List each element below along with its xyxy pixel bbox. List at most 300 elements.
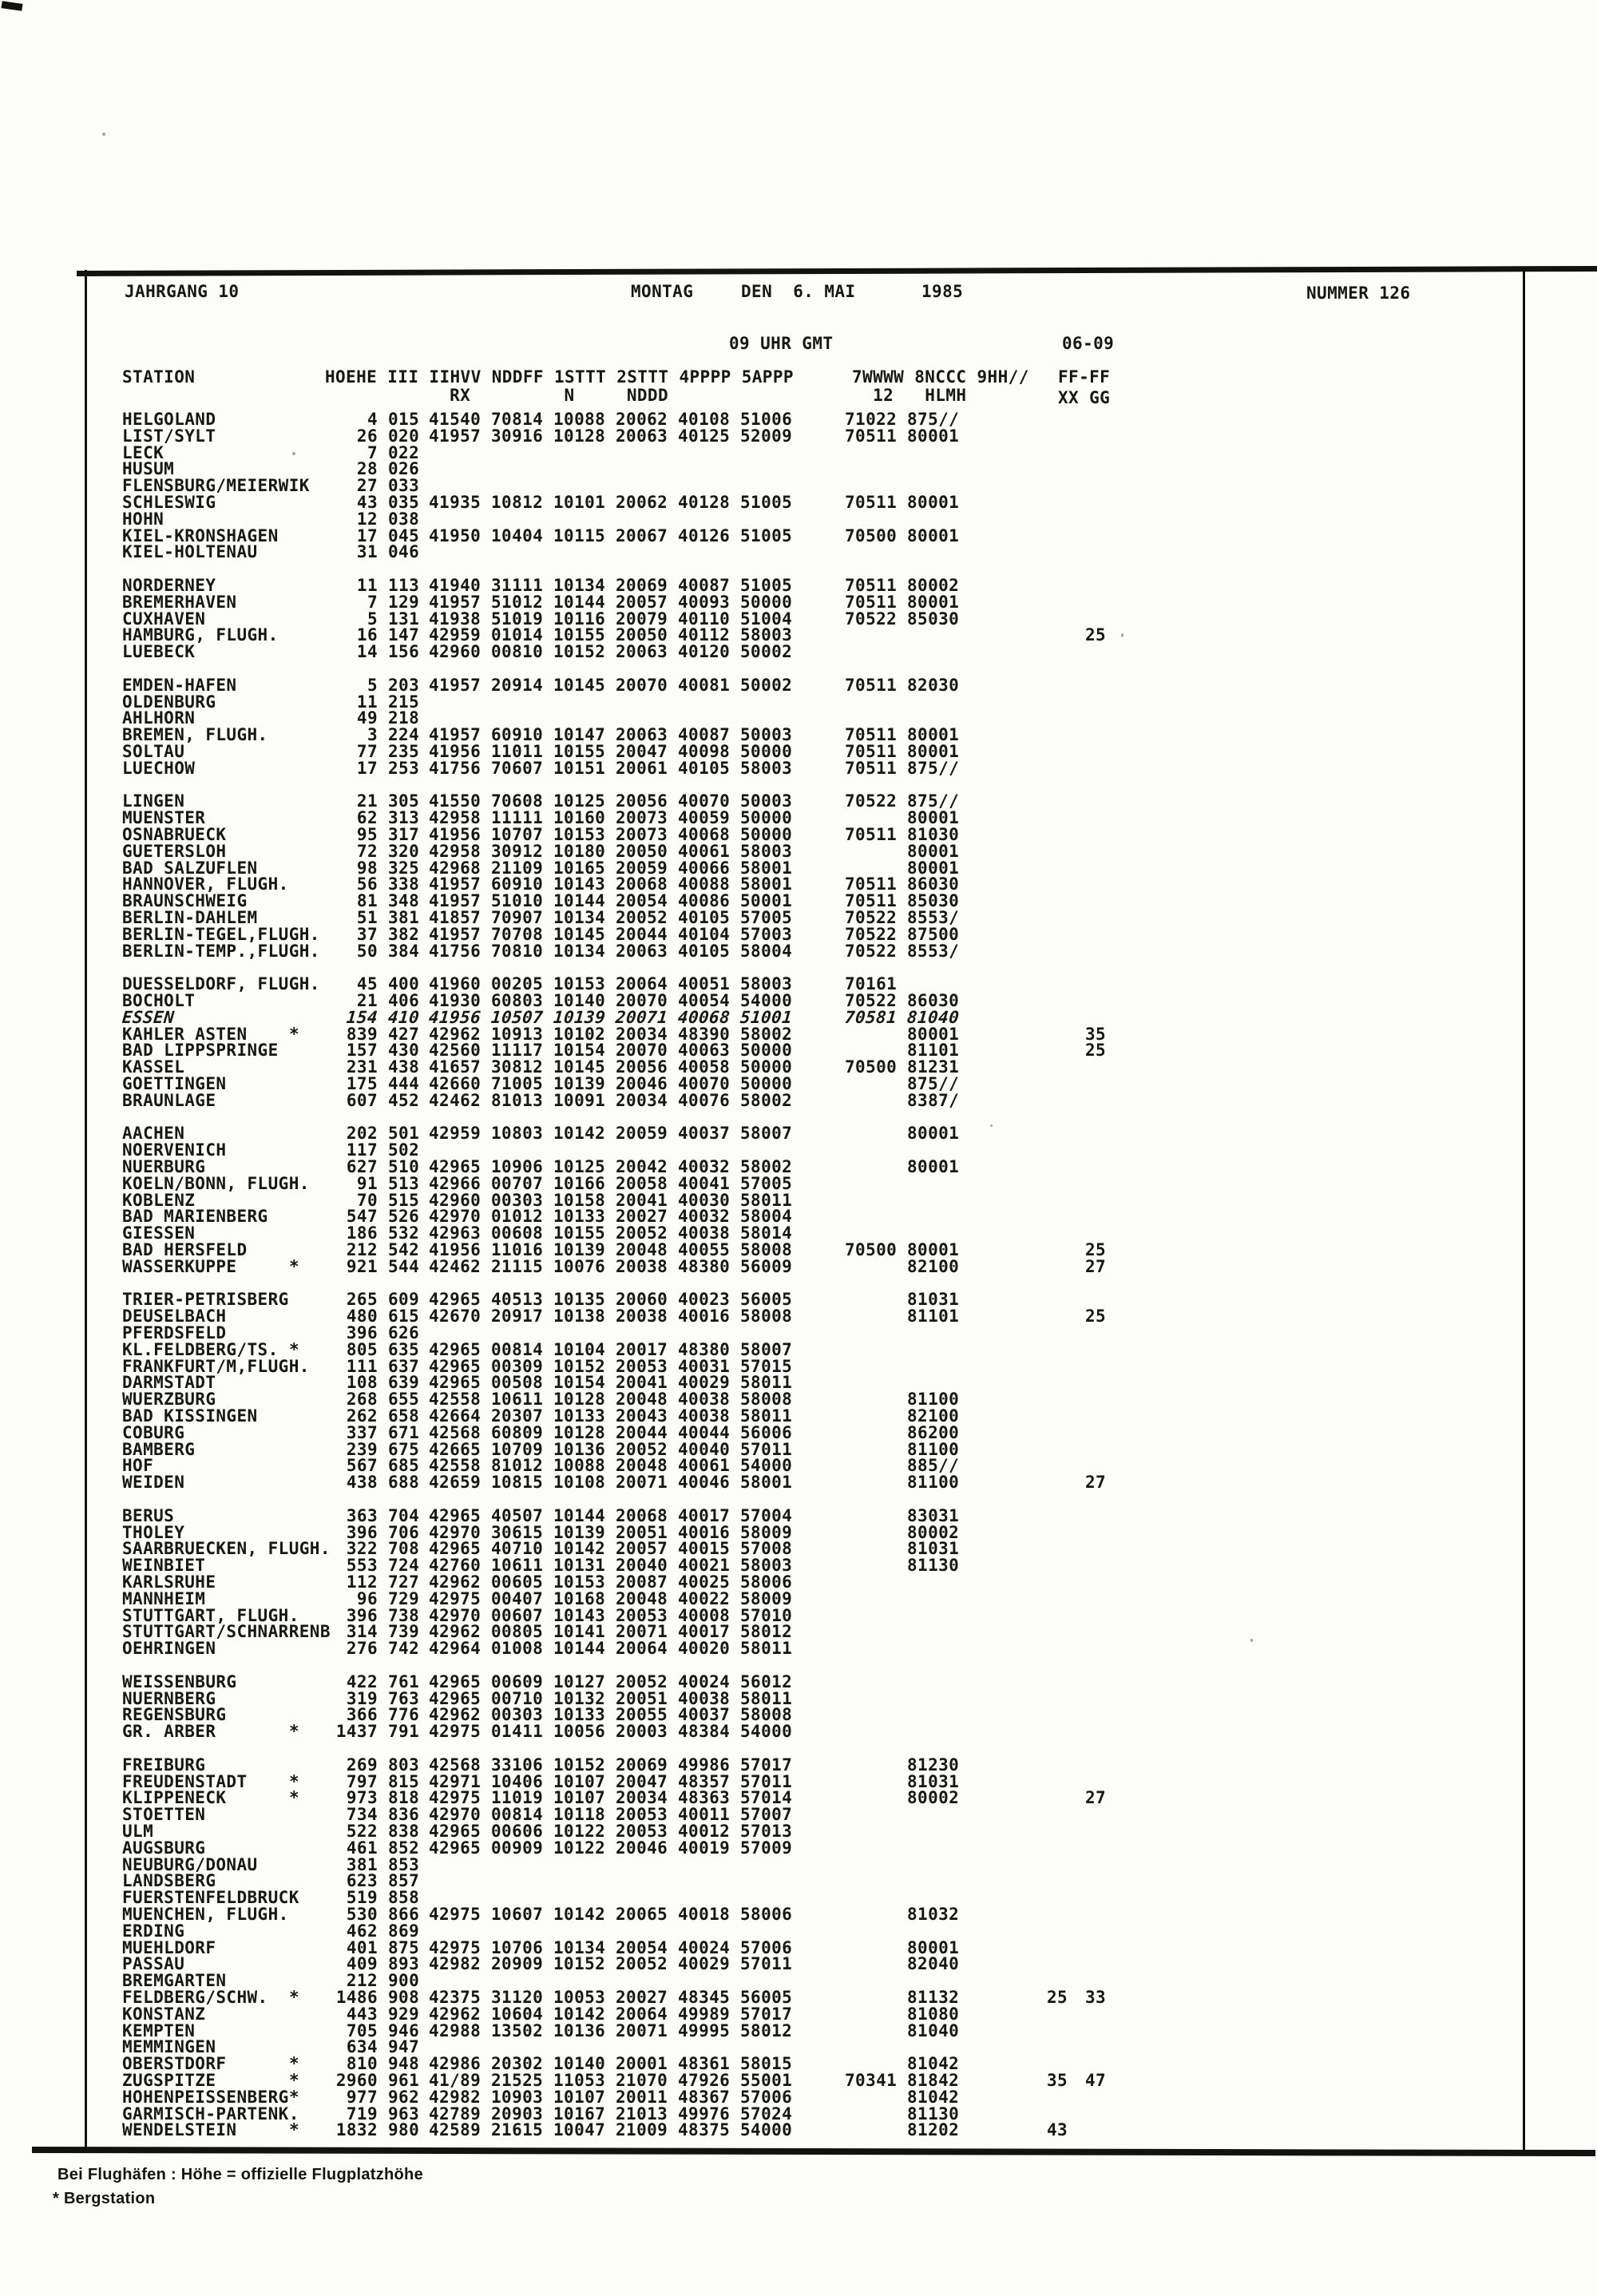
station-height: 51 xyxy=(356,908,378,927)
station-height: 396 xyxy=(346,1522,378,1542)
station-name: FUERSTENFELDBRUCK xyxy=(122,1888,299,1908)
station-row xyxy=(0,694,1597,711)
synop-group: 21525 xyxy=(491,2071,544,2090)
synop-group: 20071 xyxy=(616,1622,668,1642)
synop-group: 50000 xyxy=(740,825,793,844)
synop-group: 33106 xyxy=(491,1755,544,1775)
station-height: 5 xyxy=(367,609,378,629)
synop-group: 10132 xyxy=(553,1688,606,1708)
station-height: 28 xyxy=(356,459,378,479)
station-index-number: 706 xyxy=(388,1522,420,1542)
synop-group: 10136 xyxy=(553,1439,606,1459)
weather-group-7wwww: 70511 xyxy=(845,576,898,595)
synop-group: 10154 xyxy=(553,1373,606,1393)
station-row xyxy=(0,1923,1597,1940)
station-name: BAD KISSINGEN xyxy=(122,1406,258,1426)
station-row xyxy=(0,1441,1597,1458)
station-index-number: 020 xyxy=(388,426,420,446)
station-row xyxy=(0,677,1597,694)
station-height: 810 xyxy=(346,2054,378,2074)
weather-group-7wwww: 70511 xyxy=(845,891,898,911)
synop-group: 20064 xyxy=(616,1639,668,1659)
synop-group: 41957 xyxy=(429,725,481,745)
synop-group: 11016 xyxy=(491,1240,544,1259)
synop-group: 57013 xyxy=(740,1822,793,1841)
synop-group: 20041 xyxy=(616,1190,668,1210)
station-row xyxy=(0,2122,1597,2139)
synop-group: 51006 xyxy=(740,410,793,429)
station-index-number: 738 xyxy=(388,1605,420,1625)
synop-group: 40513 xyxy=(491,1290,544,1310)
synop-group: 10152 xyxy=(553,642,606,662)
station-height: 186 xyxy=(346,1223,378,1243)
station-row xyxy=(0,727,1597,744)
synop-group: 10122 xyxy=(553,1838,606,1858)
station-row xyxy=(0,411,1597,428)
synop-group: 42958 xyxy=(429,808,481,828)
station-row xyxy=(0,1474,1597,1491)
synop-group: 42462 xyxy=(429,1090,481,1110)
mountain-station-marker: * xyxy=(289,1256,300,1276)
station-index-number: 655 xyxy=(388,1390,420,1410)
station-row xyxy=(0,1173,1597,1193)
synop-group: 00508 xyxy=(491,1373,544,1393)
synop-group: 20071 xyxy=(616,2020,668,2040)
station-row xyxy=(0,2006,1597,2023)
cloud-group-8nccc: 81842 xyxy=(907,2071,960,2090)
synop-group: 20057 xyxy=(616,1539,668,1559)
synop-group: 20052 xyxy=(616,1223,668,1243)
station-name: MANNHEIM xyxy=(122,1588,206,1608)
station-index-number: 739 xyxy=(388,1622,420,1642)
cloud-group-8nccc: 80001 xyxy=(907,592,960,612)
synop-group: 40024 xyxy=(678,1671,731,1691)
footnote-airports: Bei Flughäfen : Höhe = offizielle Flugplatzhöhe xyxy=(57,2166,423,2183)
synop-group: 57017 xyxy=(740,2004,793,2024)
synop-group: 10118 xyxy=(553,1805,606,1825)
station-index-number: 438 xyxy=(388,1057,420,1077)
synop-group: 10142 xyxy=(553,2004,606,2024)
station-row xyxy=(0,1256,1597,1276)
station-name: KONSTANZ xyxy=(122,2004,206,2024)
synop-group: 10160 xyxy=(553,808,606,828)
weather-group-7wwww: 70161 xyxy=(845,974,898,994)
synop-group: 42962 xyxy=(429,1024,481,1044)
synop-group: 58006 xyxy=(740,1905,793,1924)
synop-group: 58004 xyxy=(740,941,793,961)
synop-group: 49986 xyxy=(678,1755,731,1775)
station-height: 98 xyxy=(356,858,378,878)
synop-group: 40038 xyxy=(678,1223,731,1243)
synop-group: 21009 xyxy=(616,2120,668,2140)
station-row xyxy=(0,1956,1597,1973)
synop-group: 21109 xyxy=(491,858,544,878)
station-name: HOHN xyxy=(122,509,164,529)
synop-group: 50003 xyxy=(740,725,793,745)
station-index-number: 761 xyxy=(388,1671,420,1691)
station-row xyxy=(0,1457,1597,1474)
synop-group: 42665 xyxy=(429,1439,481,1459)
synop-group: 50000 xyxy=(740,742,793,761)
synop-group: 40030 xyxy=(678,1190,731,1210)
top-rule xyxy=(77,266,1597,276)
station-index-number: 961 xyxy=(388,2071,420,2090)
synop-group: 00710 xyxy=(491,1688,544,1708)
synop-group: 20054 xyxy=(616,1937,668,1957)
station-name: KLIPPENECK xyxy=(122,1788,227,1808)
station-row xyxy=(0,1790,1597,1806)
station-height: 111 xyxy=(346,1356,378,1376)
mountain-station-marker: * xyxy=(289,2071,300,2090)
station-height: 567 xyxy=(346,1456,378,1476)
synop-group: 42760 xyxy=(429,1556,481,1576)
synop-group: 10166 xyxy=(553,1173,606,1193)
synop-group: 20034 xyxy=(616,1090,668,1110)
station-row xyxy=(0,1771,1597,1791)
station-name: ULM xyxy=(122,1822,154,1841)
synop-group: 10913 xyxy=(491,1024,544,1044)
synop-group: 42568 xyxy=(429,1422,481,1442)
station-index-number: 015 xyxy=(388,410,420,429)
synop-group: 10144 xyxy=(553,1505,606,1525)
synop-group: 21615 xyxy=(491,2120,544,2140)
station-row xyxy=(0,627,1597,644)
synop-group: 00707 xyxy=(491,1173,544,1193)
station-height: 269 xyxy=(346,1755,378,1775)
synop-group: 48390 xyxy=(678,1024,731,1044)
synop-group: 40038 xyxy=(678,1406,731,1426)
station-name: WEINBIET xyxy=(122,1556,206,1576)
cloud-group-8nccc: 81042 xyxy=(907,2087,960,2107)
synop-group: 20917 xyxy=(491,1307,544,1326)
cloud-group-8nccc: 81101 xyxy=(907,1041,960,1061)
weather-group-7wwww: 70522 xyxy=(845,941,898,961)
synop-group: 40017 xyxy=(678,1505,731,1525)
cloud-group-8nccc: 81042 xyxy=(907,2054,960,2074)
synop-group: 20050 xyxy=(616,625,668,645)
synop-group: 58002 xyxy=(740,1157,793,1176)
station-height: 175 xyxy=(346,1074,378,1093)
station-row xyxy=(0,2056,1597,2072)
synop-group: 41950 xyxy=(429,525,481,545)
station-index-number: 313 xyxy=(388,808,420,828)
weather-group-7wwww: 70511 xyxy=(845,825,898,844)
weather-group-7wwww: 70511 xyxy=(845,493,898,512)
cloud-group-8nccc: 81030 xyxy=(907,825,960,844)
station-index-number: 815 xyxy=(388,1771,420,1791)
synop-group: 48367 xyxy=(678,2087,731,2107)
station-height: 322 xyxy=(346,1539,378,1559)
cloud-group-8nccc: 80001 xyxy=(907,493,960,512)
cloud-group-8nccc: 875// xyxy=(907,758,960,778)
station-height: 319 xyxy=(346,1688,378,1708)
synop-group: 58003 xyxy=(740,625,793,645)
synop-group: 41960 xyxy=(429,974,481,994)
synop-group: 11111 xyxy=(491,808,544,828)
station-height: 422 xyxy=(346,1671,378,1691)
station-name: WASSERKUPPE xyxy=(122,1256,237,1276)
synop-group: 51001 xyxy=(739,1007,794,1027)
synop-group: 20048 xyxy=(616,1240,668,1259)
synop-group: 42975 xyxy=(429,1722,481,1742)
synop-group: 58009 xyxy=(740,1588,793,1608)
station-name: OSNABRUECK xyxy=(122,825,227,844)
synop-group: 49989 xyxy=(678,2004,731,2024)
issue-number: NUMMER 126 xyxy=(1306,284,1411,303)
synop-group: 57015 xyxy=(740,1356,793,1376)
synop-group: 51005 xyxy=(740,493,793,512)
synop-group: 42560 xyxy=(429,1041,481,1061)
synop-group: 10903 xyxy=(491,2087,544,2107)
synop-group: 10709 xyxy=(491,1439,544,1459)
station-height: 50 xyxy=(356,941,378,961)
station-height: 21 xyxy=(356,791,378,811)
synop-group: 10128 xyxy=(553,1390,606,1410)
synop-group: 10142 xyxy=(553,1539,606,1559)
cloud-group-8nccc: 80002 xyxy=(907,1522,960,1542)
synop-group: 40021 xyxy=(678,1556,731,1576)
synop-group: 42670 xyxy=(429,1307,481,1326)
synop-group: 30812 xyxy=(491,1057,544,1077)
synop-group: 20046 xyxy=(616,1074,668,1093)
synop-group: 10145 xyxy=(553,924,606,944)
synop-group: 41540 xyxy=(429,410,481,429)
station-row xyxy=(0,1208,1597,1225)
station-height: 623 xyxy=(346,1871,378,1891)
station-name: BREMEN, FLUGH. xyxy=(122,725,268,745)
station-index-number: 501 xyxy=(388,1124,420,1144)
station-height: 91 xyxy=(356,1173,378,1193)
synop-group: 58011 xyxy=(740,1406,793,1426)
synop-group: 41938 xyxy=(429,609,481,629)
synop-group: 00609 xyxy=(491,1671,544,1691)
station-height: 96 xyxy=(356,1588,378,1608)
synop-group: 56005 xyxy=(740,1290,793,1310)
station-height: 37 xyxy=(356,924,378,944)
cloud-group-8nccc: 80002 xyxy=(907,1788,960,1808)
synop-group: 41/89 xyxy=(429,2071,481,2090)
synop-group: 20053 xyxy=(616,1805,668,1825)
synop-group: 10144 xyxy=(553,1639,606,1659)
synop-group: 30912 xyxy=(491,841,544,861)
station-row xyxy=(0,1541,1597,1557)
synop-group: 10155 xyxy=(553,1223,606,1243)
column-subheader-ff: XX GG xyxy=(1058,388,1111,407)
station-row xyxy=(0,1707,1597,1723)
synop-group: 58007 xyxy=(740,1339,793,1359)
station-row xyxy=(0,1358,1597,1375)
scan-corner-mark xyxy=(2,1,23,11)
synop-group: 42965 xyxy=(429,1339,481,1359)
station-height: 381 xyxy=(346,1854,378,1874)
weather-group-7wwww: 70341 xyxy=(845,2071,898,2090)
synop-group: 40088 xyxy=(678,874,731,894)
station-index-number: 639 xyxy=(388,1373,420,1393)
synop-group: 10165 xyxy=(553,858,606,878)
wind-peak-value: 25 xyxy=(1085,625,1107,645)
synop-group: 11117 xyxy=(491,1041,544,1061)
station-name: GOETTINGEN xyxy=(122,1074,227,1093)
station-index-number: 325 xyxy=(388,858,420,878)
synop-group: 10134 xyxy=(553,908,606,927)
station-row xyxy=(0,793,1597,810)
station-index-number: 510 xyxy=(388,1157,420,1176)
station-name: STOETTEN xyxy=(122,1805,206,1825)
synop-group: 42970 xyxy=(429,1605,481,1625)
weather-group-7wwww: 70522 xyxy=(845,991,898,1010)
station-height: 265 xyxy=(346,1290,378,1310)
synop-group: 60803 xyxy=(491,991,544,1010)
cloud-group-8nccc: 81040 xyxy=(905,1007,961,1027)
station-index-number: 045 xyxy=(388,525,420,545)
synop-group: 20048 xyxy=(616,1456,668,1476)
station-index-number: 544 xyxy=(388,1256,420,1276)
wind-peak-value: 43 xyxy=(1047,2120,1068,2140)
synop-group: 48380 xyxy=(678,1256,731,1276)
synop-group: 10406 xyxy=(491,1771,544,1791)
wind-peak-value: 25 xyxy=(1085,1307,1107,1326)
synop-group: 71005 xyxy=(491,1074,544,1093)
synop-group: 20058 xyxy=(616,1173,668,1193)
synop-group: 10139 xyxy=(553,1522,606,1542)
station-name: REGENSBURG xyxy=(122,1705,227,1725)
synop-group: 20017 xyxy=(616,1339,668,1359)
synop-group: 50000 xyxy=(740,1074,793,1093)
station-row xyxy=(0,1671,1597,1691)
cloud-group-8nccc: 80002 xyxy=(907,576,960,595)
station-row xyxy=(0,1042,1597,1059)
station-index-number: 838 xyxy=(388,1822,420,1841)
station-row xyxy=(0,1854,1597,1874)
column-subheader-groups: RX N NDDD xyxy=(429,386,668,405)
synop-group: 20053 xyxy=(616,1356,668,1376)
synop-group: 58002 xyxy=(740,1090,793,1110)
synop-group: 40058 xyxy=(678,1057,731,1077)
synop-group: 57005 xyxy=(740,908,793,927)
synop-group: 41957 xyxy=(429,924,481,944)
synop-group: 10140 xyxy=(553,991,606,1010)
synop-group: 20054 xyxy=(616,891,668,911)
station-height: 797 xyxy=(346,1771,378,1791)
station-row xyxy=(0,827,1597,843)
synop-group: 20070 xyxy=(616,1041,668,1061)
column-header-right: 7WWWW 8NCCC 9HH// xyxy=(852,367,1029,387)
synop-group: 40037 xyxy=(678,1124,731,1144)
cloud-group-8nccc: 81031 xyxy=(907,1539,960,1559)
synop-group: 49995 xyxy=(678,2020,731,2040)
station-name: KOBLENZ xyxy=(122,1190,196,1210)
synop-group: 42986 xyxy=(429,2054,481,2074)
weather-group-7wwww: 70511 xyxy=(845,874,898,894)
station-row xyxy=(0,1989,1597,2006)
station-index-number: 253 xyxy=(388,758,420,778)
synop-group: 58007 xyxy=(740,1124,793,1144)
station-height: 396 xyxy=(346,1605,378,1625)
synop-group: 20063 xyxy=(616,426,668,446)
station-height: 530 xyxy=(346,1905,378,1924)
observation-time: 09 UHR GMT xyxy=(729,334,834,353)
synop-group: 10140 xyxy=(553,2054,606,2074)
station-name: KEMPTEN xyxy=(122,2020,196,2040)
weather-group-7wwww: 70511 xyxy=(845,758,898,778)
cloud-group-8nccc: 80001 xyxy=(907,742,960,761)
station-name: CUXHAVEN xyxy=(122,609,206,629)
synop-group: 20087 xyxy=(616,1572,668,1592)
synop-group: 42962 xyxy=(429,2004,481,2024)
station-height: 202 xyxy=(346,1124,378,1144)
station-index-number: 033 xyxy=(388,476,420,496)
station-height: 462 xyxy=(346,1921,378,1941)
synop-group: 42959 xyxy=(429,625,481,645)
synop-group: 40046 xyxy=(678,1473,731,1493)
synop-group: 40055 xyxy=(678,1240,731,1259)
station-index-number: 320 xyxy=(388,841,420,861)
synop-group: 57011 xyxy=(740,1771,793,1791)
station-index-number: 929 xyxy=(388,2004,420,2024)
station-name: KARLSRUHE xyxy=(122,1572,216,1592)
mountain-station-marker: * xyxy=(289,2054,300,2074)
synop-group: 10127 xyxy=(553,1671,606,1691)
synop-group: 58003 xyxy=(740,974,793,994)
cloud-group-8nccc: 86030 xyxy=(907,874,960,894)
synop-group: 58003 xyxy=(740,841,793,861)
synop-group: 58003 xyxy=(740,758,793,778)
synop-group: 42975 xyxy=(429,1588,481,1608)
weather-group-7wwww: 70511 xyxy=(845,426,898,446)
synop-group: 50000 xyxy=(740,592,793,612)
cloud-group-8nccc: 80001 xyxy=(907,808,960,828)
synop-group: 58011 xyxy=(740,1639,793,1659)
wind-peak-value: 27 xyxy=(1085,1256,1107,1276)
synop-group: 58008 xyxy=(740,1240,793,1259)
synop-group: 42965 xyxy=(429,1505,481,1525)
synop-group: 58006 xyxy=(740,1572,793,1592)
synop-group: 42965 xyxy=(429,1671,481,1691)
synop-group: 49976 xyxy=(678,2104,731,2124)
synop-group: 20063 xyxy=(616,642,668,662)
synop-group: 42970 xyxy=(429,1805,481,1825)
synop-group: 40038 xyxy=(678,1390,731,1410)
synop-group: 41756 xyxy=(429,758,481,778)
synop-group: 50003 xyxy=(740,791,793,811)
station-name: PFERDSFELD xyxy=(122,1323,227,1342)
station-index-number: 893 xyxy=(388,1954,420,1974)
cloud-group-8nccc: 81132 xyxy=(907,1988,960,2007)
synop-group: 10115 xyxy=(553,525,606,545)
synop-group: 57024 xyxy=(740,2104,793,2124)
station-height: 276 xyxy=(346,1639,378,1659)
station-row xyxy=(0,910,1597,926)
synop-group: 00303 xyxy=(491,1190,544,1210)
synop-group: 40110 xyxy=(678,609,731,629)
station-index-number: 708 xyxy=(388,1539,420,1559)
synop-group: 10706 xyxy=(491,1937,544,1957)
synop-group: 42960 xyxy=(429,1190,481,1210)
synop-group: 42965 xyxy=(429,1539,481,1559)
synop-group: 10134 xyxy=(553,576,606,595)
mountain-station-marker: * xyxy=(289,2087,300,2107)
station-row xyxy=(0,1937,1597,1957)
synop-group: 00607 xyxy=(491,1605,544,1625)
synop-group: 40061 xyxy=(678,841,731,861)
synop-group: 40068 xyxy=(676,1007,731,1027)
synop-group: 20027 xyxy=(616,1988,668,2007)
station-height: 314 xyxy=(346,1622,378,1642)
station-name: HOF xyxy=(122,1456,154,1476)
synop-group: 81013 xyxy=(491,1090,544,1110)
station-row xyxy=(0,1640,1597,1657)
station-index-number: 384 xyxy=(388,941,420,961)
